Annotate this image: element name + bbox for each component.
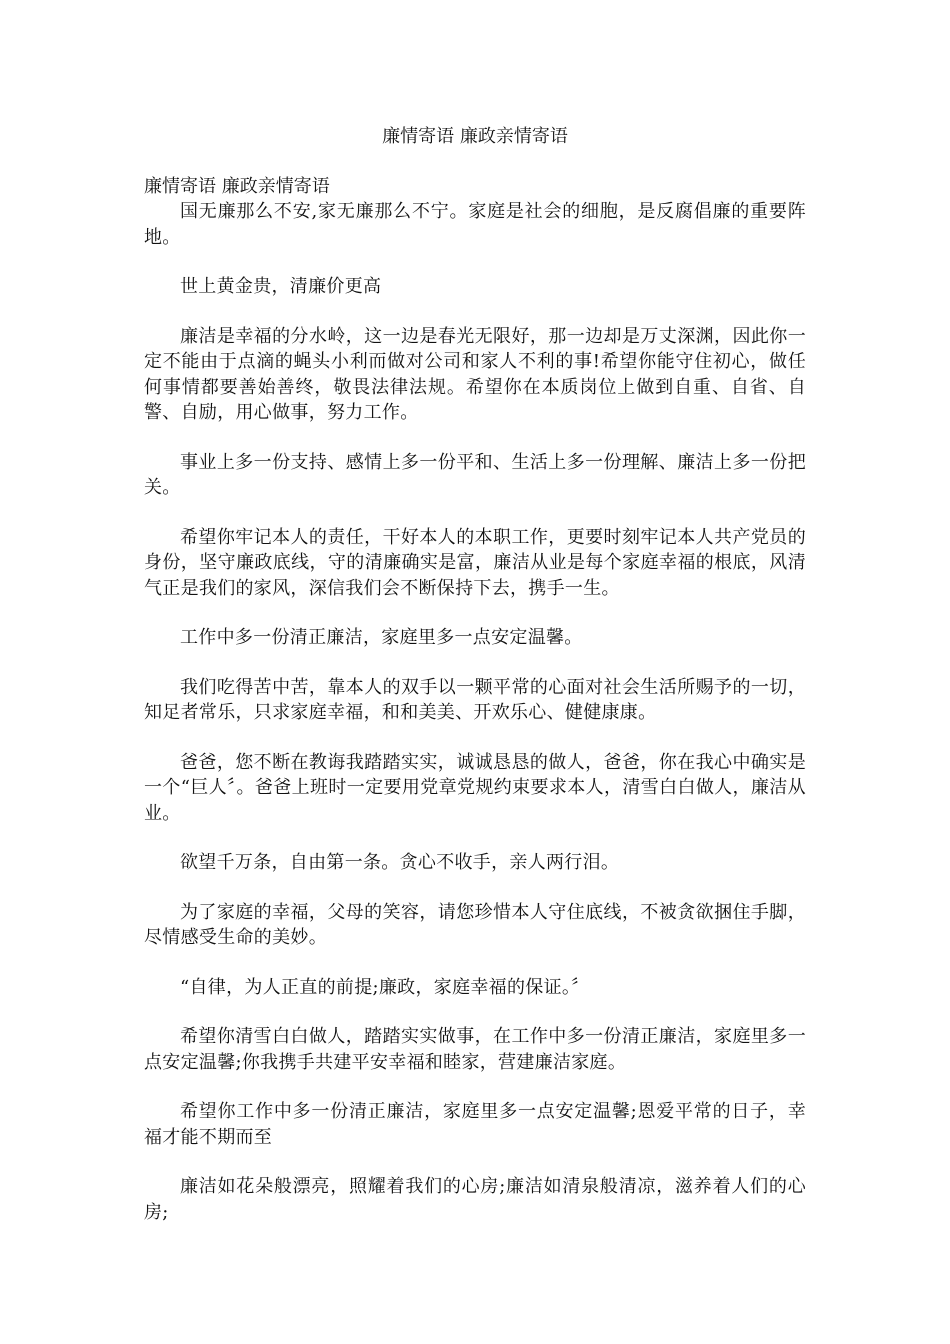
paragraph: 希望你牢记本人的责任，干好本人的本职工作，更要时刻牢记本人共产党员的身份，坚守廉政底线，守的清廉确实是富，廉洁从业是每个家庭幸福的根底，风清气正是我们的家风，深信我们会不断保持下去，携手一生。 xyxy=(144,526,806,599)
paragraph: 世上黄金贵，清廉价更高 xyxy=(180,276,382,297)
document-title: 廉情寄语 廉政亲情寄语 xyxy=(382,126,568,147)
document-body xyxy=(144,174,806,1249)
paragraph: 工作中多一份清正廉洁，家庭里多一点安定温馨。 xyxy=(180,627,583,648)
paragraph: 希望你清雪白白做人，踏踏实实做事，在工作中多一份清正廉洁，家庭里多一点安定温馨;你我携手共建平安幸福和睦家，营建廉洁家庭。 xyxy=(144,1026,806,1073)
document-subtitle: 廉情寄语 廉政亲情寄语 xyxy=(144,176,330,197)
paragraph: 廉洁如花朵般漂亮，照耀着我们的心房;廉洁如清泉般清凉，滋养着人们的心房; xyxy=(144,1176,806,1223)
paragraph: 廉洁是幸福的分水岭，这一边是春光无限好，那一边却是万丈深渊，因此你一定不能由于点滴的蝇头小利而做对公司和家人不利的事!希望你能守住初心，做任何事情都要善始善终，敬畏法律法规。希望你在本质岗位上做到自重、自省、自警、自励，用心做事，努力工作。 xyxy=(144,325,806,423)
paragraph: 国无廉那么不安,家无廉那么不宁。家庭是社会的细胞，是反腐倡廉的重要阵地。 xyxy=(144,201,806,248)
paragraph: 希望你工作中多一份清正廉洁，家庭里多一点安定温馨;恩爱平常的日子，幸福才能不期而至 xyxy=(144,1101,806,1148)
paragraph: 爸爸，您不断在教诲我踏踏实实，诚诚恳恳的做人，爸爸，你在我心中确实是一个“巨人〞。爸爸上班时一定要用党章党规约束要求本人，清雪白白做人，廉洁从业。 xyxy=(144,751,806,824)
paragraph: “自律，为人正直的前提;廉政，家庭幸福的保证。〞 xyxy=(180,976,590,998)
paragraph: 事业上多一份支持、感情上多一份平和、生活上多一份理解、廉洁上多一份把关。 xyxy=(144,451,806,498)
paragraph: 我们吃得苦中苦，靠本人的双手以一颗平常的心面对社会生活所赐予的一切，知足者常乐，只求家庭幸福，和和美美、开欢乐心、健健康康。 xyxy=(144,676,806,723)
paragraph: 欲望千万条，自由第一条。贪心不收手，亲人两行泪。 xyxy=(180,852,620,873)
paragraph: 为了家庭的幸福，父母的笑容，请您珍惜本人守住底线，不被贪欲捆住手脚，尽情感受生命的美妙。 xyxy=(144,901,806,948)
